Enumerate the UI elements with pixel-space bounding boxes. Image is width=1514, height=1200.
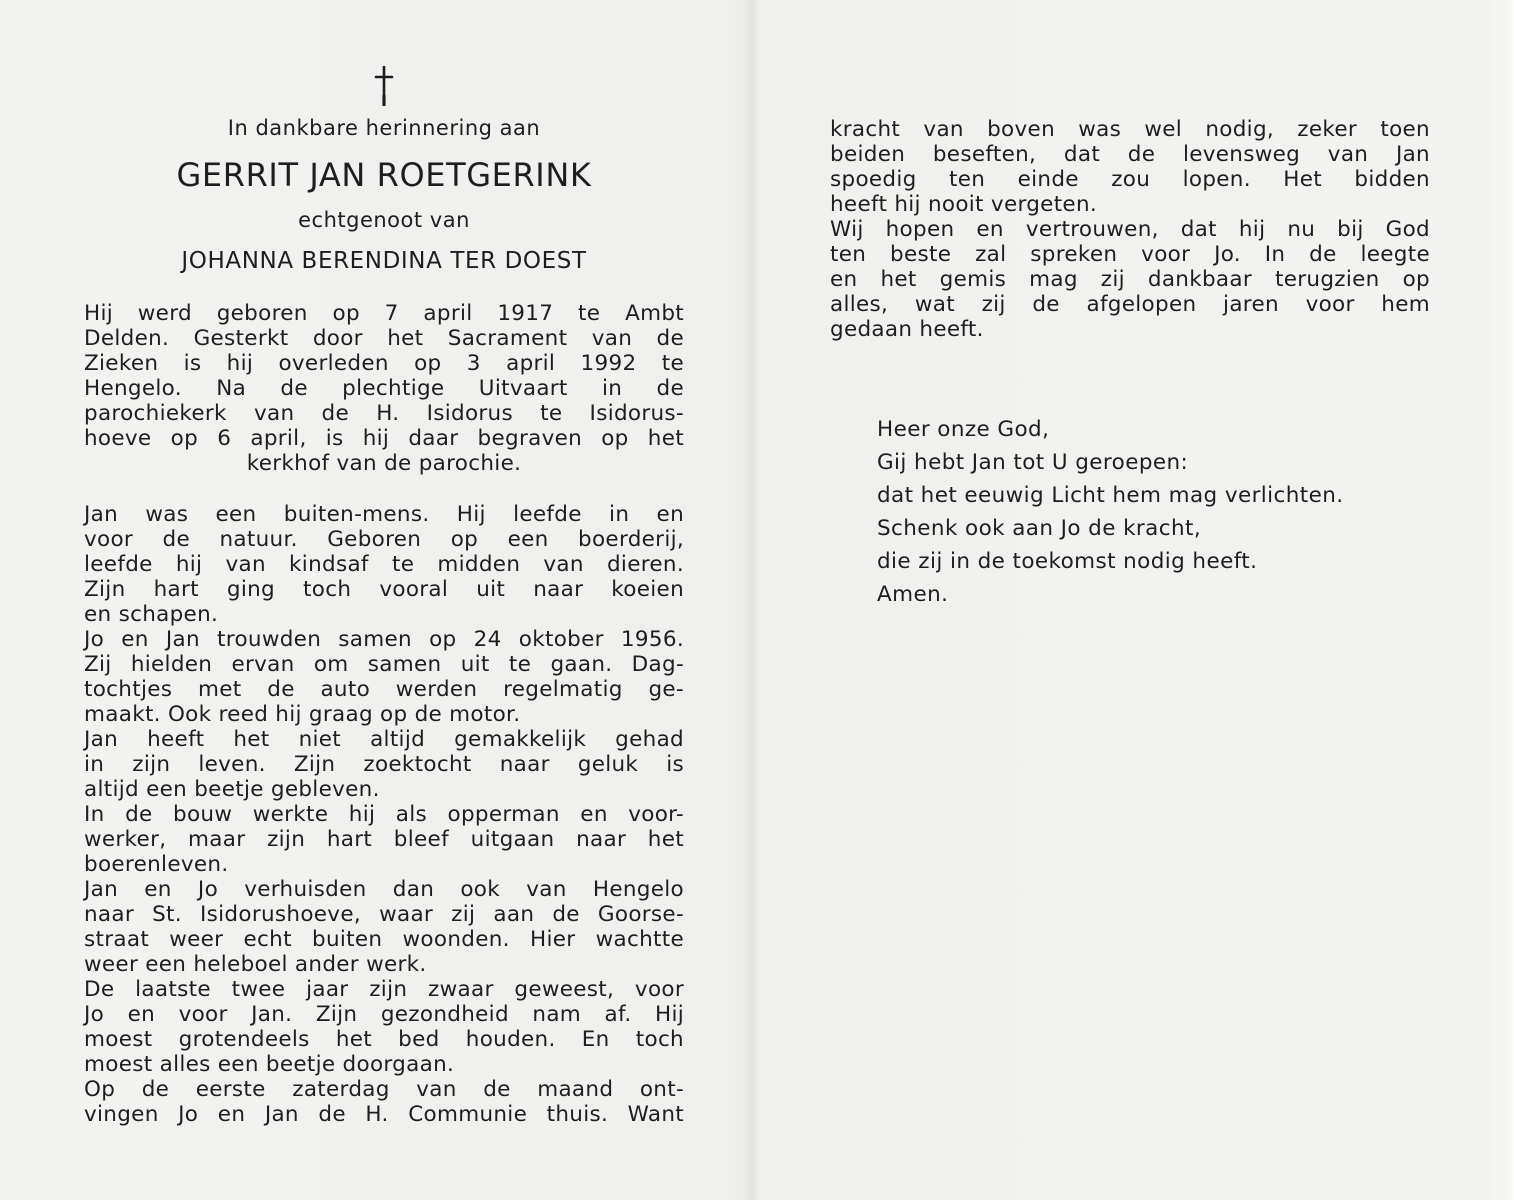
- prayer-line: Amen.: [877, 582, 949, 607]
- text-line: in zijn leven. Zijn zoektocht naar geluk is: [84, 752, 684, 777]
- text-line: weer een heleboel ander werk.: [84, 952, 427, 977]
- text-line: werker, maar zijn hart bleef uitgaan naar het: [84, 827, 684, 852]
- text-line: spoedig ten einde zou lopen. Het bidden: [830, 167, 1430, 192]
- text-line: kracht van boven was wel nodig, zeker toen: [830, 117, 1430, 142]
- cross-icon: [372, 66, 396, 106]
- prayer: [877, 413, 1437, 611]
- text-line: en het gemis mag zij dankbaar terugzien op: [830, 267, 1430, 292]
- prayer-line: Schenk ook aan Jo de kracht,: [877, 516, 1202, 541]
- text-line: Jan heeft het niet altijd gemakkelijk gehad: [84, 727, 684, 752]
- text-line: Zij hielden ervan om samen uit te gaan. Dag-: [84, 652, 684, 677]
- text-line: Jo en Jan trouwden samen op 24 oktober 1956.: [84, 627, 684, 652]
- text-line: boerenleven.: [84, 852, 229, 877]
- prayer-line: die zij in de toekomst nodig heeft.: [877, 549, 1258, 574]
- text-line: maakt. Ook reed hij graag op de motor.: [84, 702, 521, 727]
- text-line: hoeve op 6 april, is hij daar begraven op het: [84, 426, 684, 451]
- card-edge: [1488, 0, 1514, 1200]
- card-fold: [745, 0, 759, 1200]
- text-line: naar St. Isidorushoeve, waar zij aan de Goorse-: [84, 902, 684, 927]
- spouse-name: JOHANNA BERENDINA TER DOEST: [181, 248, 587, 274]
- text-line: alles, wat zij de afgelopen jaren voor hem: [830, 292, 1430, 317]
- text-line: moest grotendeels het bed houden. En toch: [84, 1027, 684, 1052]
- text-line: ten beste zal spreken voor Jo. In de leegte: [830, 242, 1430, 267]
- text-line: tochtjes met de auto werden regelmatig ge-: [84, 677, 684, 702]
- text-line: De laatste twee jaar zijn zwaar geweest, voor: [84, 977, 684, 1002]
- text-line: moest alles een beetje doorgaan.: [84, 1052, 455, 1077]
- text-line: Jan was een buiten-mens. Hij leefde in en: [84, 502, 684, 527]
- life-story: [84, 502, 684, 1127]
- prayer-line: Heer onze God,: [877, 417, 1050, 442]
- intro-text: In dankbare herinnering aan: [227, 116, 541, 140]
- text-line: voor de natuur. Geboren op een boerderij,: [84, 527, 684, 552]
- text-line: Zieken is hij overleden op 3 april 1992 te: [84, 351, 684, 376]
- continuation-paragraph: [830, 117, 1430, 342]
- text-line: Hengelo. Na de plechtige Uitvaart in de: [84, 376, 684, 401]
- text-line: gedaan heeft.: [830, 317, 984, 342]
- text-line: parochiekerk van de H. Isidorus te Isidorus-: [84, 401, 684, 426]
- text-line: leefde hij van kindsaf te midden van dieren.: [84, 552, 684, 577]
- text-line: straat weer echt buiten woonden. Hier wachtte: [84, 927, 684, 952]
- spouse-label: echtgenoot van: [298, 208, 470, 232]
- deceased-name: GERRIT JAN ROETGERINK: [176, 156, 592, 194]
- text-line: beiden beseften, dat de levensweg van Jan: [830, 142, 1430, 167]
- text-line: Zijn hart ging toch vooral uit naar koeien: [84, 577, 684, 602]
- text-line: Op de eerste zaterdag van de maand ont-: [84, 1077, 684, 1102]
- text-line: vingen Jo en Jan de H. Communie thuis. Want: [84, 1102, 684, 1127]
- text-line: Jan en Jo verhuisden dan ook van Hengelo: [84, 877, 684, 902]
- text-line: Delden. Gesterkt door het Sacrament van de: [84, 326, 684, 351]
- text-line: en schapen.: [84, 602, 219, 627]
- prayer-line: Gij hebt Jan tot U geroepen:: [877, 450, 1189, 475]
- text-line: Hij werd geboren op 7 april 1917 te Ambt: [84, 301, 684, 326]
- text-line: altijd een beetje gebleven.: [84, 777, 380, 802]
- text-line: heeft hij nooit vergeten.: [830, 192, 1098, 217]
- text-line: Jo en voor Jan. Zijn gezondheid nam af. Hij: [84, 1002, 684, 1027]
- text-line: In de bouw werkte hij als opperman en voor-: [84, 802, 684, 827]
- bio-paragraph: [84, 301, 684, 476]
- prayer-line: dat het eeuwig Licht hem mag verlichten.: [877, 483, 1344, 508]
- text-line: Wij hopen en vertrouwen, dat hij nu bij God: [830, 217, 1430, 242]
- text-line: kerkhof van de parochie.: [246, 451, 522, 476]
